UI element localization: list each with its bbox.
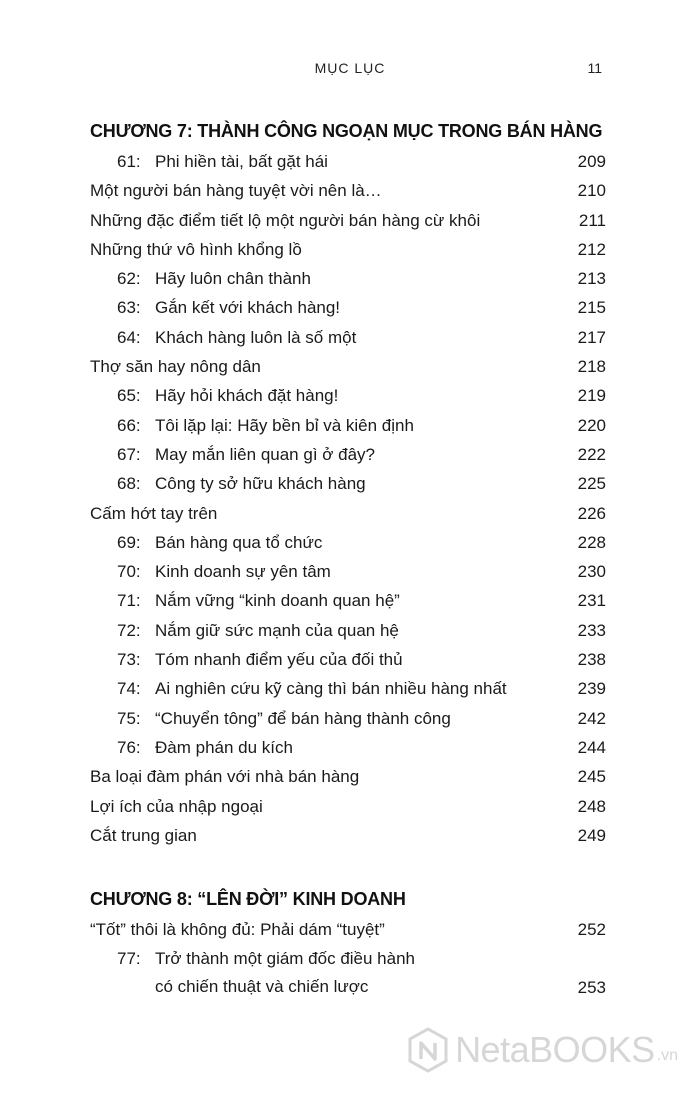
entry-title: Những đặc điểm tiết lộ một người bán hàng cừ khôi xyxy=(90,210,481,230)
toc-entry[interactable] xyxy=(90,264,606,293)
table-of-contents xyxy=(90,118,606,1002)
entry-title: Hãy hỏi khách đặt hàng! xyxy=(155,386,339,406)
watermark-suffix: .vn xyxy=(656,1047,678,1064)
entry-page-number: 212 xyxy=(577,239,606,259)
entry-title: Đàm phán du kích xyxy=(155,737,293,757)
entry-page-number: 219 xyxy=(577,386,606,406)
toc-entry[interactable] xyxy=(90,440,606,469)
entry-title: Nắm giữ sức mạnh của quan hệ xyxy=(155,620,399,640)
entry-page-number: 233 xyxy=(577,620,606,640)
toc-entry[interactable] xyxy=(90,235,606,264)
entry-title: Cắt trung gian xyxy=(90,825,197,845)
entry-title: May mắn liên quan gì ở đây? xyxy=(155,444,375,464)
page-header xyxy=(0,60,700,84)
chapter-heading: CHƯƠNG 7: THÀNH CÔNG NGOẠN MỤC TRONG BÁN HÀNG xyxy=(90,121,603,141)
entry-page-number: 225 xyxy=(577,474,606,494)
entry-page-number: 209 xyxy=(577,152,606,171)
entry-number: 73: xyxy=(117,650,141,670)
entry-title: Cấm hớt tay trên xyxy=(90,503,218,523)
toc-entry[interactable] xyxy=(90,821,606,850)
toc-entry[interactable] xyxy=(90,352,606,381)
entry-title: Bán hàng qua tổ chức xyxy=(155,532,323,552)
entry-number: 64: xyxy=(117,327,141,347)
entry-number: 62: xyxy=(117,269,141,289)
watermark-brand: NetaBOOKS xyxy=(455,1029,655,1070)
entry-page-number: 226 xyxy=(577,503,606,523)
chapter-section xyxy=(90,886,606,1002)
toc-entry[interactable] xyxy=(90,944,606,1002)
entry-page-number: 245 xyxy=(577,767,606,787)
entry-number: 75: xyxy=(117,708,141,728)
toc-entry[interactable] xyxy=(90,616,606,645)
entry-title: Khách hàng luôn là số một xyxy=(155,327,357,347)
entry-number: 72: xyxy=(117,620,141,640)
entry-title: Kinh doanh sự yên tâm xyxy=(155,562,331,582)
watermark xyxy=(407,1025,678,1075)
toc-entry[interactable] xyxy=(90,762,606,791)
toc-entry[interactable] xyxy=(90,557,606,586)
entry-page-number: 210 xyxy=(577,181,606,201)
entry-number: 76: xyxy=(117,737,141,757)
toc-entry[interactable] xyxy=(90,206,606,235)
entry-title: “Chuyển tông” để bán hàng thành công xyxy=(155,708,451,728)
entry-page-number: 220 xyxy=(577,415,606,435)
toc-entry[interactable] xyxy=(90,147,606,176)
entry-title: Trở thành một giám đốc điều hành có chiến thuật và chiến lược xyxy=(155,949,415,997)
entry-number: 74: xyxy=(117,679,141,699)
entry-page-number: 244 xyxy=(577,737,606,757)
toc-entry[interactable] xyxy=(90,293,606,322)
entry-number: 61: xyxy=(117,152,141,171)
toc-entry[interactable] xyxy=(90,176,606,205)
entry-title: Thợ săn hay nông dân xyxy=(90,357,261,377)
entry-title: Tóm nhanh điểm yếu của đối thủ xyxy=(155,650,403,670)
entry-page-number: 242 xyxy=(577,708,606,728)
entry-number: 67: xyxy=(117,444,141,464)
entry-page-number: 213 xyxy=(577,269,606,289)
toc-entry[interactable] xyxy=(90,733,606,762)
entry-title: Nắm vững “kinh doanh quan hệ” xyxy=(155,591,400,611)
entry-title: Tôi lặp lại: Hãy bền bỉ và kiên định xyxy=(155,415,414,435)
entry-page-number: 231 xyxy=(577,591,606,611)
entry-title: Lợi ích của nhập ngoại xyxy=(90,796,263,816)
toc-entry[interactable] xyxy=(90,645,606,674)
entry-number: 66: xyxy=(117,415,141,435)
toc-entry[interactable] xyxy=(90,411,606,440)
toc-entry[interactable] xyxy=(90,469,606,498)
entry-page-number: 217 xyxy=(577,327,606,347)
entry-title: Một người bán hàng tuyệt vời nên là… xyxy=(90,181,382,201)
entry-title: Hãy luôn chân thành xyxy=(155,269,311,289)
toc-entry[interactable] xyxy=(90,528,606,557)
entry-title: Ba loại đàm phán với nhà bán hàng xyxy=(90,767,360,787)
toc-entry[interactable] xyxy=(90,915,606,944)
entry-title: Những thứ vô hình khổng lồ xyxy=(90,239,302,259)
toc-entry[interactable] xyxy=(90,792,606,821)
toc-entry[interactable] xyxy=(90,674,606,703)
entry-title: Gắn kết với khách hàng! xyxy=(155,298,341,318)
toc-entry[interactable] xyxy=(90,704,606,733)
chapter-gap xyxy=(90,850,606,886)
entry-page-number: 238 xyxy=(577,650,606,670)
entry-page-number: 252 xyxy=(577,920,606,940)
entry-title: Ai nghiên cứu kỹ càng thì bán nhiều hàng nhất xyxy=(155,679,507,699)
chapter-section xyxy=(90,118,606,850)
entry-title: Phi hiền tài, bất gặt hái xyxy=(155,152,328,171)
entry-page-number: 249 xyxy=(577,825,606,845)
toc-entry[interactable] xyxy=(90,323,606,352)
entry-number: 70: xyxy=(117,562,141,582)
entry-number: 65: xyxy=(117,386,141,406)
entry-number: 69: xyxy=(117,532,141,552)
toc-entry[interactable] xyxy=(90,499,606,528)
toc-entry[interactable] xyxy=(90,381,606,410)
entry-page-number: 228 xyxy=(577,532,606,552)
entry-number: 77: xyxy=(117,949,141,969)
entry-page-number: 211 xyxy=(578,210,606,230)
entry-page-number: 218 xyxy=(577,357,606,377)
entry-page-number: 230 xyxy=(577,562,606,582)
chapter-heading: CHƯƠNG 8: “LÊN ĐỜI” KINH DOANH xyxy=(90,889,406,910)
entry-page-number: 239 xyxy=(577,679,606,699)
entry-title: “Tốt” thôi là không đủ: Phải dám “tuyệt” xyxy=(90,920,385,940)
entry-number: 71: xyxy=(117,591,141,611)
entry-title: Công ty sở hữu khách hàng xyxy=(155,474,366,494)
running-title: MỤC LỤC xyxy=(314,60,386,76)
entry-page-number: 215 xyxy=(577,298,606,318)
entry-number: 63: xyxy=(117,298,141,318)
toc-entry[interactable] xyxy=(90,586,606,615)
entry-page-number: 222 xyxy=(577,444,606,464)
page-number: 11 xyxy=(587,60,602,76)
entry-page-number: 253 xyxy=(577,978,606,998)
entry-number: 68: xyxy=(117,474,141,494)
entry-page-number: 248 xyxy=(577,796,606,816)
netabooks-logo-icon xyxy=(407,1027,449,1073)
